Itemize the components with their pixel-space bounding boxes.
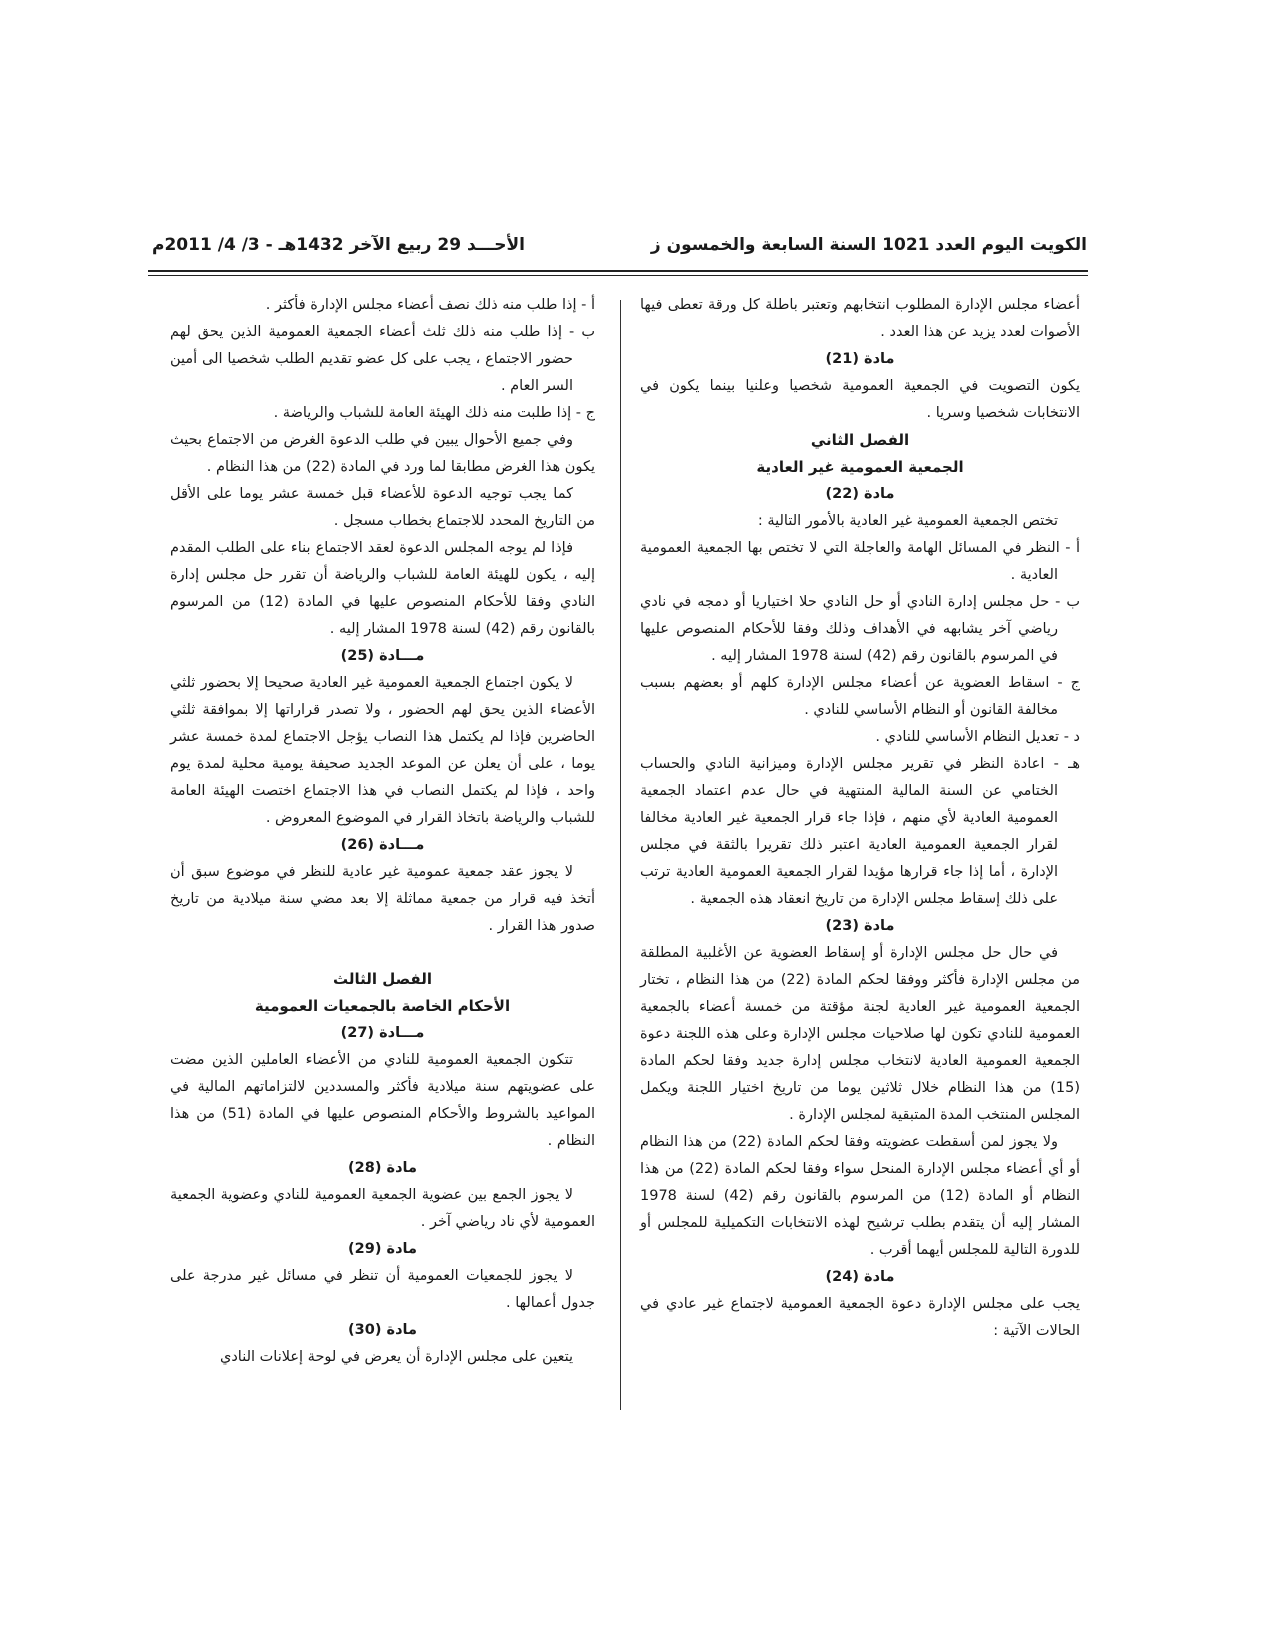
article-23-title: مادة (23): [825, 918, 895, 934]
article-21-text: يكون التصويت في الجمعية العمومية شخصيا وعلنيا بينما يكون في الانتخابات شخصيا وسريا .: [640, 378, 1080, 421]
article-22-item-a: أ - النظر في المسائل الهامة والعاجلة التي لا تختص بها الجمعية العمومية العادية .: [640, 540, 1080, 583]
paragraph-board-failure: فإذا لم يوجه المجلس الدعوة لعقد الاجتماع بناء على الطلب المقدم إليه ، يكون للهيئة العامة للشباب والرياضة أن تقرر حل مجلس إدارة النادي وفقا للأحكام المنصوص عليها في المادة (12) من المرسوم بالقانون رقم (42) لسنة 1978 المشار إليه .: [170, 540, 595, 637]
article-22-title: مادة (22): [825, 486, 895, 502]
section-spacer: [170, 940, 595, 966]
article-27-text: تتكون الجمعية العمومية للنادي من الأعضاء العاملين الذين مضت على عضويتهم سنة ميلادية فأكثر والمسددين لالتزاماتهم المالية في المواعيد بالشروط والأحكام المنصوص عليها في المادة (51) من هذا النظام .: [170, 1052, 595, 1149]
article-24-title: مادة (24): [825, 1269, 895, 1285]
article-22-item-b: ب - حل مجلس إدارة النادي أو حل النادي حلا اختياريا أو دمجه في نادي رياضي آخر يشابهه في الأهداف وذلك وفقا للأحكام المنصوص عليها في المرسوم بالقانون رقم (42) لسنة 1978 المشار إليه .: [640, 594, 1080, 664]
paragraph-ballots: أعضاء مجلس الإدارة المطلوب انتخابهم وتعتبر باطلة كل ورقة تعطى فيها الأصوات لعدد يزيد عن هذا العدد .: [640, 297, 1080, 340]
issue-date: الأحـــد 29 ربيع الآخر 1432هـ - 3/ 4/ 2011م: [152, 235, 525, 255]
gazette-masthead: الكويت اليوم العدد 1021 السنة السابعة والخمسون ز: [650, 235, 1087, 255]
article-27-title: مـــادة (27): [340, 1025, 425, 1041]
article-26-title: مـــادة (26): [340, 837, 425, 853]
article-30-title: مادة (30): [348, 1322, 417, 1338]
page-header: [152, 233, 1087, 263]
article-22-intro: تختص الجمعية العمومية غير العادية بالأمور التالية :: [757, 513, 1058, 529]
article-24-text: يجب على مجلس الإدارة دعوة الجمعية العمومية لاجتماع غير عادي في الحالات الآتية :: [640, 1296, 1080, 1339]
column-divider: [620, 300, 621, 1410]
article-24-item-c: ج - إذا طلبت منه ذلك الهيئة العامة للشباب والرياضة .: [273, 405, 595, 421]
right-column: [640, 292, 1080, 1345]
left-column: [170, 292, 595, 1371]
article-29-text: لا يجوز للجمعيات العمومية أن تنظر في مسائل غير مدرجة على جدول أعمالها .: [170, 1268, 595, 1311]
article-22-item-c: ج - اسقاط العضوية عن أعضاء مجلس الإدارة كلهم أو بعضهم بسبب مخالفة القانون أو النظام الأساسي للنادي .: [640, 675, 1080, 718]
header-rule-thin: [148, 275, 1088, 276]
article-28-title: مادة (28): [348, 1160, 417, 1176]
chapter-2-label: الفصل الثاني: [810, 431, 910, 449]
header-rule: [148, 270, 1088, 272]
chapter-2-title: الجمعية العمومية غير العادية: [756, 458, 964, 476]
article-30-text: يتعين على مجلس الإدارة أن يعرض في لوحة إعلانات النادي: [219, 1349, 573, 1365]
article-22-item-d: د - تعديل النظام الأساسي للنادي .: [875, 729, 1080, 745]
paragraph-request-purpose: وفي جميع الأحوال يبين في طلب الدعوة الغرض من الاجتماع بحيث يكون هذا الغرض مطابقا لما ورد في المادة (22) من هذا النظام .: [170, 432, 595, 475]
article-23-paragraph-1: في حال حل مجلس الإدارة أو إسقاط العضوية عن الأغلبية المطلقة من مجلس الإدارة فأكثر ووفقا لحكم المادة (22) من هذا النظام ، تختار الجمعية العمومية غير العادية لجنة مؤقتة من خمسة أعضاء بالجمعية العمومية للنادي تكون لها صلاحيات مجلس الإدارة وعلى هذه اللجنة دعوة الجمعية العمومية العادية لانتخاب مجلس إدارة جديد وفقا لحكم المادة (15) من هذا النظام خلال ثلاثين يوما من تاريخ اختيار اللجنة ويكمل المجلس المنتخب المدة المتبقية لمجلس الإدارة .: [640, 945, 1080, 1123]
chapter-3-title: الأحكام الخاصة بالجمعيات العمومية: [254, 997, 511, 1015]
article-26-text: لا يجوز عقد جمعية عمومية غير عادية للنظر في موضوع سبق أن أتخذ فيه قرار من جمعية مماثلة إلا بعد مضي سنة ميلادية من تاريخ صدور هذا القرار .: [170, 864, 595, 934]
paragraph-invitation-notice: كما يجب توجيه الدعوة للأعضاء قبل خمسة عشر يوما على الأقل من التاريخ المحدد للاجتماع بخطاب مسجل .: [170, 486, 595, 529]
article-24-item-b: ب - إذا طلب منه ذلك ثلث أعضاء الجمعية العمومية الذين يحق لهم حضور الاجتماع ، يجب على كل عضو تقديم الطلب شخصيا الى أمين السر العام .: [170, 324, 595, 394]
chapter-3-label: الفصل الثالث: [332, 970, 432, 988]
article-29-title: مادة (29): [348, 1241, 417, 1257]
article-22-item-e: هـ - اعادة النظر في تقرير مجلس الإدارة وميزانية النادي والحساب الختامي عن السنة المالية المنتهية في حال عدم اعتماد الجمعية العمومية العادية لأي منهم ، فإذا جاء قرار الجمعية غير العادية مخالفا لقرار الجمعية العمومية العادية اعتبر ذلك تقريرا بالثقة في مجلس الإدارة ، أما إذا جاء قرارها مؤيدا لقرار الجمعية العمومية العادية ترتب على ذلك إسقاط مجلس الإدارة من تاريخ انعقاد هذه الجمعية .: [640, 756, 1080, 907]
article-21-title: مادة (21): [825, 351, 895, 367]
article-25-text: لا يكون اجتماع الجمعية العمومية غير العادية صحيحا إلا بحضور ثلثي الأعضاء الذين يحق لهم الحضور ، ولا تصدر قراراتها إلا بموافقة ثلثي الحاضرين فإذا لم يكتمل هذا النصاب يؤجل الاجتماع لمدة خمسة عشر يوما ، على أن يعلن عن الموعد الجديد صحيفة يومية محلية لمدة يوم واحد ، فإذا لم يكتمل النصاب في هذا الاجتماع اختصت الهيئة العامة للشباب والرياضة باتخاذ القرار في الموضوع المعروض .: [170, 675, 595, 826]
article-23-paragraph-2: ولا يجوز لمن أسقطت عضويته وفقا لحكم المادة (22) من هذا النظام أو أي أعضاء مجلس الإدارة المنحل سواء وفقا لحكم المادة (22) من هذا النظام أو المادة (12) من المرسوم بالقانون رقم (42) لسنة 1978 المشار إليه أن يتقدم بطلب ترشيح لهذه الانتخابات التكميلية للمجلس أو للدورة التالية للمجلس أيهما أقرب .: [640, 1134, 1081, 1258]
article-24-item-a: أ - إذا طلب منه ذلك نصف أعضاء مجلس الإدارة فأكثر .: [265, 297, 595, 313]
article-25-title: مـــادة (25): [340, 648, 425, 664]
article-28-text: لا يجوز الجمع بين عضوية الجمعية العمومية للنادي وعضوية الجمعية العمومية لأي ناد رياضي آخر .: [170, 1187, 595, 1230]
